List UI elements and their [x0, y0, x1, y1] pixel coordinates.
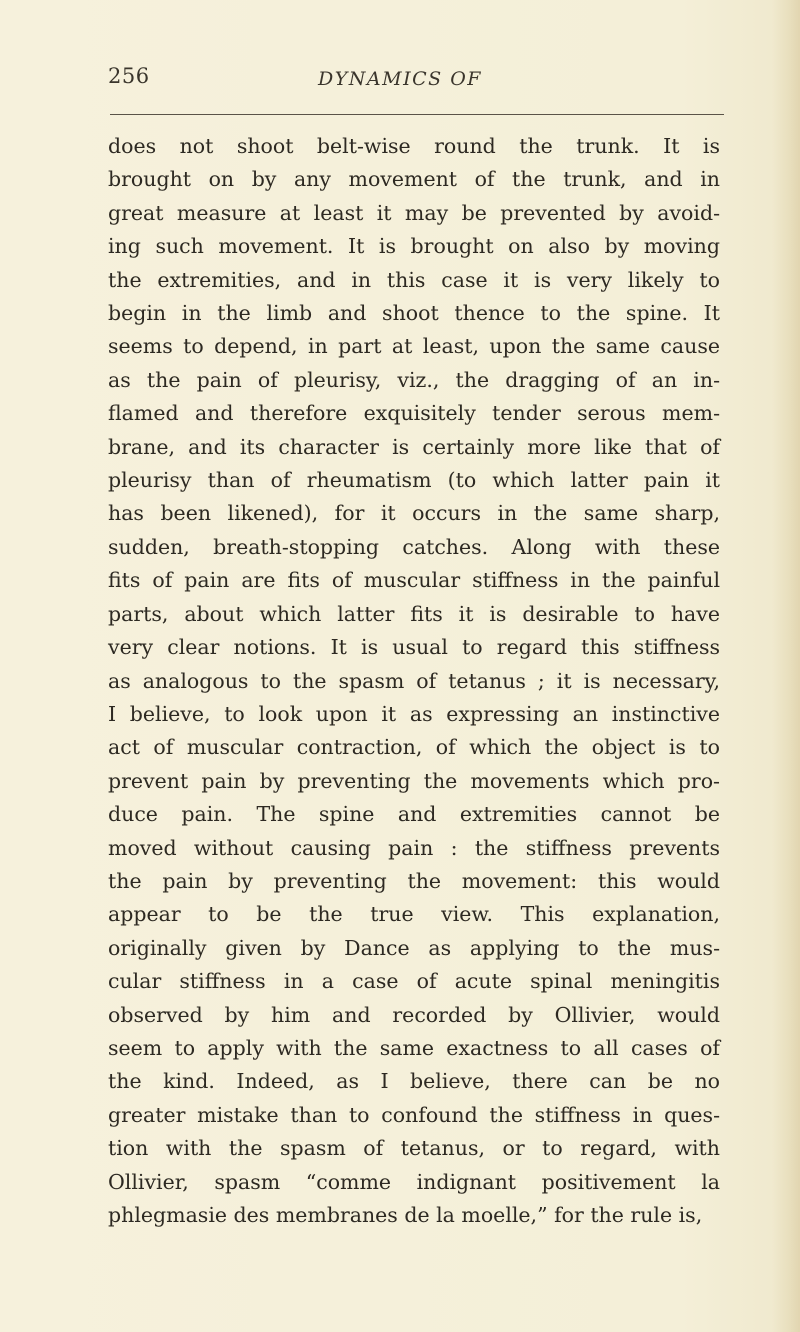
header-rule: [110, 114, 724, 115]
text-line: the extremities, and in this case it is very likely to: [108, 267, 720, 292]
page-number: 256: [108, 64, 150, 88]
text-line: duce pain. The spine and extremities cannot be: [108, 802, 720, 827]
text-line: seem to apply with the same exactness to all cases of: [108, 1035, 720, 1060]
running-head: DYNAMICS OF: [318, 68, 482, 90]
text-line: has been likened), for it occurs in the same sharp,: [108, 501, 720, 526]
text-line: ing such movement. It is brought on also by moving: [108, 234, 720, 259]
text-line: sudden, breath-stopping catches. Along with these: [108, 534, 720, 559]
text-line: great measure at least it may be prevented by avoid-: [108, 200, 720, 225]
text-line: as analogous to the spasm of tetanus ; it is necessary,: [108, 668, 720, 693]
text-line: seems to depend, in part at least, upon the same cause: [108, 334, 720, 359]
text-line: originally given by Dance as applying to the mus-: [108, 935, 720, 960]
text-line: brought on by any movement of the trunk, and in: [108, 167, 720, 192]
text-line: greater mistake than to confound the stiffness in ques-: [108, 1102, 720, 1127]
text-line: appear to be the true view. This explanation,: [108, 902, 720, 927]
text-line: the pain by preventing the movement: this would: [108, 868, 720, 893]
text-line: prevent pain by preventing the movements which pro-: [108, 768, 720, 793]
text-line: the kind. Indeed, as I believe, there can be no: [108, 1069, 720, 1094]
text-line: phlegmasie des membranes de la moelle,” for the rule is,: [108, 1203, 703, 1227]
text-line: as the pain of pleurisy, viz., the dragging of an in-: [108, 367, 720, 392]
text-line: I believe, to look upon it as expressing an instinctive: [108, 701, 720, 726]
text-line: fits of pain are fits of muscular stiffness in the painful: [108, 568, 720, 593]
body-text: [108, 130, 720, 1232]
text-line: moved without causing pain : the stiffness prevents: [108, 835, 720, 860]
text-line: parts, about which latter fits it is desirable to have: [108, 601, 720, 626]
text-line: tion with the spasm of tetanus, or to regard, with: [108, 1136, 720, 1161]
text-line: cular stiffness in a case of acute spinal meningitis: [108, 969, 720, 994]
text-line: observed by him and recorded by Ollivier, would: [108, 1002, 720, 1027]
text-line: Ollivier, spasm “comme indignant positivement la: [108, 1169, 720, 1194]
text-line: pleurisy than of rheumatism (to which latter pain it: [108, 468, 720, 493]
text-line: very clear notions. It is usual to regard this stiffness: [108, 635, 720, 660]
text-line: flamed and therefore exquisitely tender serous mem-: [108, 401, 720, 426]
page-edge-shadow: [772, 0, 800, 1332]
text-line: act of muscular contraction, of which the object is to: [108, 735, 720, 760]
text-line: begin in the limb and shoot thence to the spine. It: [108, 301, 720, 326]
text-line: does not shoot belt-wise round the trunk. It is: [108, 134, 720, 158]
text-line: brane, and its character is certainly more like that of: [108, 434, 720, 459]
